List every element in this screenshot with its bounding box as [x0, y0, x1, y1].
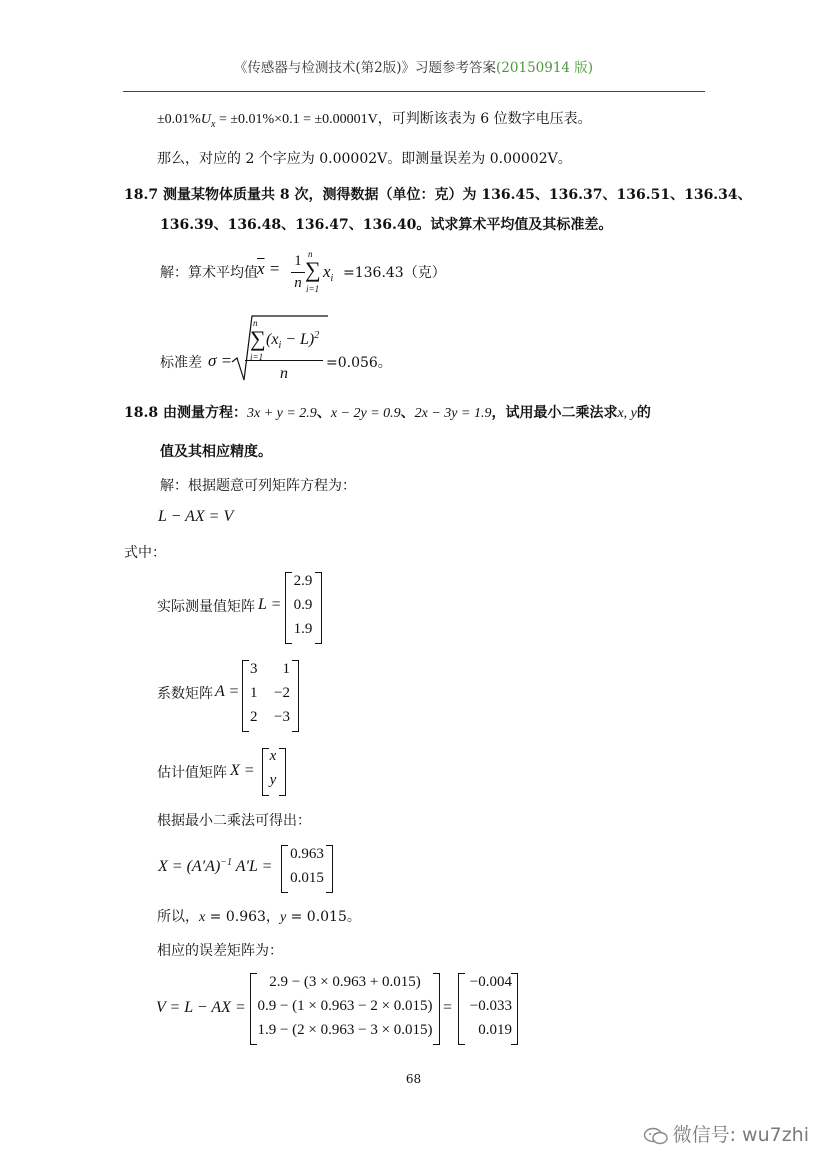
A-cell: 1 [282, 661, 290, 677]
wechat-watermark [643, 1120, 809, 1147]
L-cell: 0.9 [293, 597, 313, 613]
std-symbol: σ = [208, 351, 233, 370]
sum-lower: i=1 [306, 284, 320, 294]
L-letter: L [258, 596, 267, 613]
prev-formula-b: = ±0.01%×0.1 = ±0.00001V [215, 112, 378, 127]
ls-formula-a: X = (A′A) [158, 858, 221, 875]
V-val-cell: −0.033 [469, 998, 512, 1014]
result-y-var: y [279, 910, 287, 925]
header-divider [123, 91, 705, 92]
question-number: 18.8 [124, 405, 159, 421]
page-header [0, 56, 827, 76]
prev-formula-a: ±0.01% [157, 112, 201, 127]
mean-label: 解：算术平均值 [160, 265, 258, 281]
sigma: σ [208, 351, 217, 370]
sum-upper: n [308, 249, 313, 259]
matrix-equation: L − AX = V [158, 508, 234, 525]
A-label: 系数矩阵 [157, 686, 213, 702]
std-denominator: n [280, 365, 288, 382]
fraction-bar [291, 272, 305, 273]
A-cell: −3 [274, 709, 290, 725]
question-18-7-line-2: 136.39、136.48、136.47、136.40。试求算术平均值及其标准差。 [160, 217, 613, 233]
L-cell: 2.9 [293, 573, 313, 589]
L-label: 实际测量值矩阵 [157, 599, 255, 615]
X-cell: y [269, 772, 277, 788]
A-cell: 1 [250, 685, 258, 701]
std-num-exp: 2 [314, 330, 320, 341]
A-bracket-right [292, 660, 299, 732]
question-18-7-line-1 [124, 186, 752, 204]
equation-3: 2x − 3y = 1.9 [414, 406, 492, 421]
sum-term [323, 262, 333, 282]
prev-conclusion: ，可判断该表为 6 位数字电压表。 [377, 111, 592, 127]
question-number: 18.7 [124, 187, 159, 203]
question-text-c: 的 [636, 405, 651, 421]
equation-1: 3x + y = 2.9 [246, 406, 317, 421]
question-text-a: 由测量方程： [162, 405, 247, 421]
page-number: 68 [405, 1072, 422, 1086]
wechat-icon [643, 1127, 669, 1145]
X-cell: x [269, 748, 277, 764]
V-val-cell: 0.019 [478, 1022, 512, 1038]
mean-fraction [291, 253, 305, 292]
unknowns: x, y [617, 406, 637, 421]
least-squares-text: 根据最小二乘法可得出： [157, 813, 311, 829]
sum-variable: x [323, 262, 331, 281]
std-num-sub: i [278, 340, 282, 351]
std-fraction-bar [245, 360, 323, 361]
V-val-bracket-right [511, 973, 518, 1045]
header-title: 《传感器与检测技术(第2版)》习题参考答案 [233, 60, 497, 76]
question-18-8-line-1 [124, 404, 651, 423]
result-x-var: x [199, 910, 206, 925]
std-numerator [266, 331, 319, 349]
separator-1: 、 [316, 405, 331, 421]
X-symbol: X = [230, 762, 255, 779]
watermark-text: 微信号: wu7zhi [672, 1124, 809, 1146]
prev-line-1 [157, 110, 592, 130]
mean-symbol: $\overline{x}$ = [257, 259, 281, 278]
V-expr-row: 1.9 − (2 × 0.963 − 3 × 0.015) [257, 1022, 433, 1038]
V-expr-row: 2.9 − (3 × 0.963 + 0.015) [269, 974, 421, 990]
V-expr-row: 0.9 − (1 × 0.963 − 2 × 0.015) [257, 998, 433, 1014]
question-text: 测量某物体质量共 8 次，测得数据（单位：克）为 136.45、136.37、136.51、136.34、 [162, 187, 752, 203]
result-x-value: = 0.963， [205, 909, 280, 925]
A-cell: −2 [274, 685, 290, 701]
result-prefix: 所以， [157, 909, 199, 925]
L-cell: 1.9 [293, 621, 313, 637]
V-equals: = [443, 999, 453, 1016]
V-val-cell: −0.004 [469, 974, 512, 990]
std-sum-lower: i=1 [250, 352, 264, 362]
A-cell: 3 [250, 661, 258, 677]
X-letter: X [230, 762, 240, 779]
error-matrix-text: 相应的误差矩阵为： [157, 943, 283, 959]
separator-2: 、 [400, 405, 415, 421]
prev-formula-U: U [200, 112, 211, 127]
A-cell: 2 [250, 709, 258, 725]
solution-intro: 解：根据题意可列矩阵方程为： [160, 478, 356, 494]
std-num-a: (x [266, 331, 279, 348]
A-letter: A [215, 683, 225, 700]
sum-sign: ∑ [305, 257, 321, 282]
fraction-denominator: n [294, 275, 302, 291]
question-18-8-line-2: 值及其相应精度。 [160, 444, 272, 460]
A-symbol: A = [215, 683, 240, 700]
sum-subscript: i [330, 273, 334, 284]
V-lhs: V = L − AX = [156, 999, 246, 1016]
header-version: (20150914 版) [496, 60, 594, 76]
std-value: =0.056。 [326, 355, 392, 371]
std-num-b: − L) [281, 331, 315, 348]
ls-formula [158, 858, 272, 876]
ls-cell: 0.963 [290, 846, 324, 862]
ls-formula-b: A′L = [232, 858, 273, 875]
equation-2: x − 2y = 0.9 [330, 406, 401, 421]
result-line [157, 908, 361, 927]
std-sum-sign: ∑ [250, 326, 266, 351]
A-bracket-left [242, 660, 249, 732]
std-label: 标准差 [160, 355, 202, 371]
mean-value: =136.43（克） [343, 265, 446, 281]
prev-line-2: 那么，对应的 2 个字应为 0.00002V。即测量误差为 0.00002V。 [157, 151, 572, 167]
result-y-value: = 0.015。 [286, 909, 361, 925]
where-label: 式中： [124, 545, 166, 561]
ls-exponent: −1 [220, 857, 233, 868]
X-label: 估计值矩阵 [157, 765, 227, 781]
prev-formula-sub: x [210, 119, 216, 130]
ls-cell: 0.015 [290, 870, 324, 886]
L-symbol: L = [258, 596, 282, 613]
question-text-b: ，试用最小二乘法求 [491, 405, 618, 421]
fraction-numerator: 1 [294, 253, 302, 269]
std-sum-upper: n [253, 318, 258, 328]
